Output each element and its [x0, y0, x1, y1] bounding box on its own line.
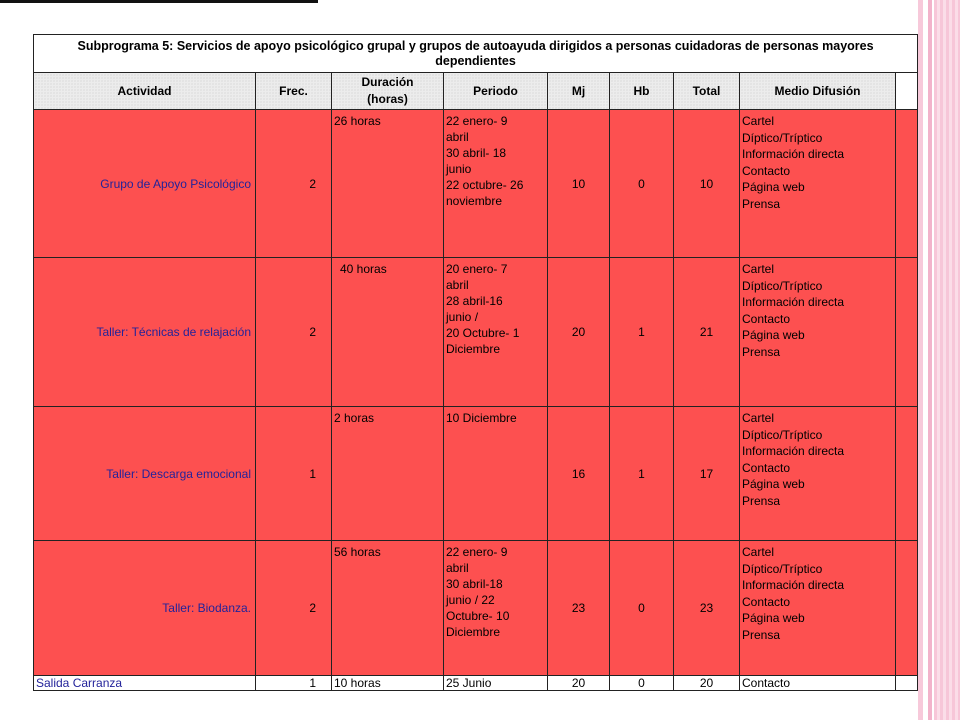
cell-mj: 23: [548, 541, 610, 676]
periodo-line: Diciembre: [446, 342, 501, 356]
periodo-line: junio / 22: [446, 593, 495, 607]
cell-duracion: 2 horas: [332, 407, 444, 541]
cell-hb: 0: [610, 676, 674, 691]
cell-empty: [896, 258, 918, 407]
cell-actividad: Taller: Descarga emocional: [34, 407, 256, 541]
periodo-line: 10 Diciembre: [446, 411, 517, 425]
medio-line: Información directa: [742, 147, 845, 161]
cell-frec: 2: [256, 110, 332, 258]
periodo-line: junio: [446, 162, 472, 176]
medio-line: Información directa: [742, 578, 845, 592]
medio-line: Díptico/Tríptico: [742, 561, 823, 576]
cell-empty: [896, 110, 918, 258]
cell-duracion: 26 horas: [332, 110, 444, 258]
header-hb: Hb: [610, 73, 674, 110]
medio-line: Cartel: [742, 114, 775, 128]
periodo-line: 22 octubre- 26: [446, 178, 524, 192]
cell-medio-difusion: [740, 110, 896, 258]
top-rule: [0, 0, 318, 3]
cell-actividad: Salida Carranza: [34, 676, 256, 691]
cell-duracion: 56 horas: [332, 541, 444, 676]
cell-mj: 20: [548, 258, 610, 407]
medio-line: Información directa: [742, 444, 845, 458]
header-medio-difusion: Medio Difusión: [740, 73, 896, 110]
cell-hb: 1: [610, 407, 674, 541]
cell-empty: [896, 676, 918, 691]
medio-line: Contacto: [742, 594, 791, 609]
header-frec: Frec.: [256, 73, 332, 110]
medio-line: Díptico/Tríptico: [742, 427, 823, 442]
cell-actividad: Taller: Biodanza.: [34, 541, 256, 676]
cell-mj: 10: [548, 110, 610, 258]
cell-medio-difusion: [740, 541, 896, 676]
cell-mj: 20: [548, 676, 610, 691]
cell-empty: [896, 407, 918, 541]
medio-line: Contacto: [742, 311, 791, 326]
table-row: [34, 541, 918, 676]
periodo-line: 30 abril-18: [446, 577, 503, 591]
cell-medio-difusion: [740, 407, 896, 541]
cell-hb: 0: [610, 541, 674, 676]
schedule-table: [33, 34, 918, 691]
table-row: [34, 407, 918, 541]
cell-frec: 2: [256, 541, 332, 676]
medio-line: Página web: [742, 611, 805, 625]
medio-line: Cartel: [742, 411, 775, 425]
side-decoration-stripes: [934, 0, 960, 720]
medio-line: Página web: [742, 477, 805, 491]
periodo-line: 28 abril-16: [446, 294, 503, 308]
medio-line: Prensa: [742, 196, 781, 211]
cell-periodo: [444, 110, 548, 258]
periodo-line: Diciembre: [446, 625, 501, 639]
header-empty-cell: [896, 73, 918, 110]
cell-duracion: 40 horas: [332, 258, 444, 407]
periodo-line: 22 enero- 9: [446, 114, 508, 128]
table-row: [34, 110, 918, 258]
medio-line: Información directa: [742, 295, 845, 309]
cell-total: 10: [674, 110, 740, 258]
periodo-line: Octubre- 10: [446, 609, 510, 623]
medio-line: Díptico/Tríptico: [742, 278, 823, 293]
cell-actividad: Taller: Técnicas de relajación: [34, 258, 256, 407]
cell-periodo: [444, 258, 548, 407]
medio-line: Díptico/Tríptico: [742, 130, 823, 145]
header-total: Total: [674, 73, 740, 110]
periodo-line: noviembre: [446, 194, 503, 208]
header-actividad: Actividad: [34, 73, 256, 110]
table-title: Subprograma 5: Servicios de apoyo psicológico grupal y grupos de autoayuda dirigidos a personas cuidadoras de personas mayores dependientes: [34, 35, 918, 73]
cell-periodo: 25 Junio: [444, 676, 548, 691]
cell-total: 23: [674, 541, 740, 676]
medio-line: Página web: [742, 180, 805, 194]
medio-line: Página web: [742, 328, 805, 342]
cell-mj: 16: [548, 407, 610, 541]
medio-line: Contacto: [742, 460, 791, 475]
cell-frec: 2: [256, 258, 332, 407]
cell-hb: 0: [610, 110, 674, 258]
cell-actividad: Grupo de Apoyo Psicológico: [34, 110, 256, 258]
table-row: [34, 258, 918, 407]
medio-line: Cartel: [742, 545, 775, 559]
header-duracion: [332, 73, 444, 110]
side-decoration: [918, 0, 923, 720]
side-decoration: [928, 0, 932, 720]
header-mj: Mj: [548, 73, 610, 110]
cell-frec: 1: [256, 676, 332, 691]
medio-line: Prensa: [742, 627, 781, 642]
header-periodo: Periodo: [444, 73, 548, 110]
cell-total: 17: [674, 407, 740, 541]
cell-total: 20: [674, 676, 740, 691]
cell-frec: 1: [256, 407, 332, 541]
medio-line: Contacto: [742, 163, 791, 178]
cell-medio-difusion: [740, 258, 896, 407]
periodo-line: junio /: [446, 310, 479, 324]
table-row: [34, 676, 918, 691]
periodo-line: abril: [446, 278, 469, 292]
header-duracion-line2: (horas): [367, 92, 408, 106]
periodo-line: 20 Octubre- 1: [446, 326, 520, 340]
medio-line: Prensa: [742, 493, 781, 508]
periodo-line: 20 enero- 7: [446, 262, 508, 276]
cell-medio-difusion: Contacto: [740, 676, 896, 691]
cell-periodo: [444, 407, 548, 541]
cell-total: 21: [674, 258, 740, 407]
cell-duracion: 10 horas: [332, 676, 444, 691]
cell-periodo: [444, 541, 548, 676]
periodo-line: 30 abril- 18: [446, 146, 507, 160]
periodo-line: abril: [446, 561, 469, 575]
periodo-line: 22 enero- 9: [446, 545, 508, 559]
cell-hb: 1: [610, 258, 674, 407]
periodo-line: abril: [446, 130, 469, 144]
medio-line: Prensa: [742, 344, 781, 359]
medio-line: Cartel: [742, 262, 775, 276]
cell-empty: [896, 541, 918, 676]
header-duracion-line1: Duración: [361, 75, 414, 89]
